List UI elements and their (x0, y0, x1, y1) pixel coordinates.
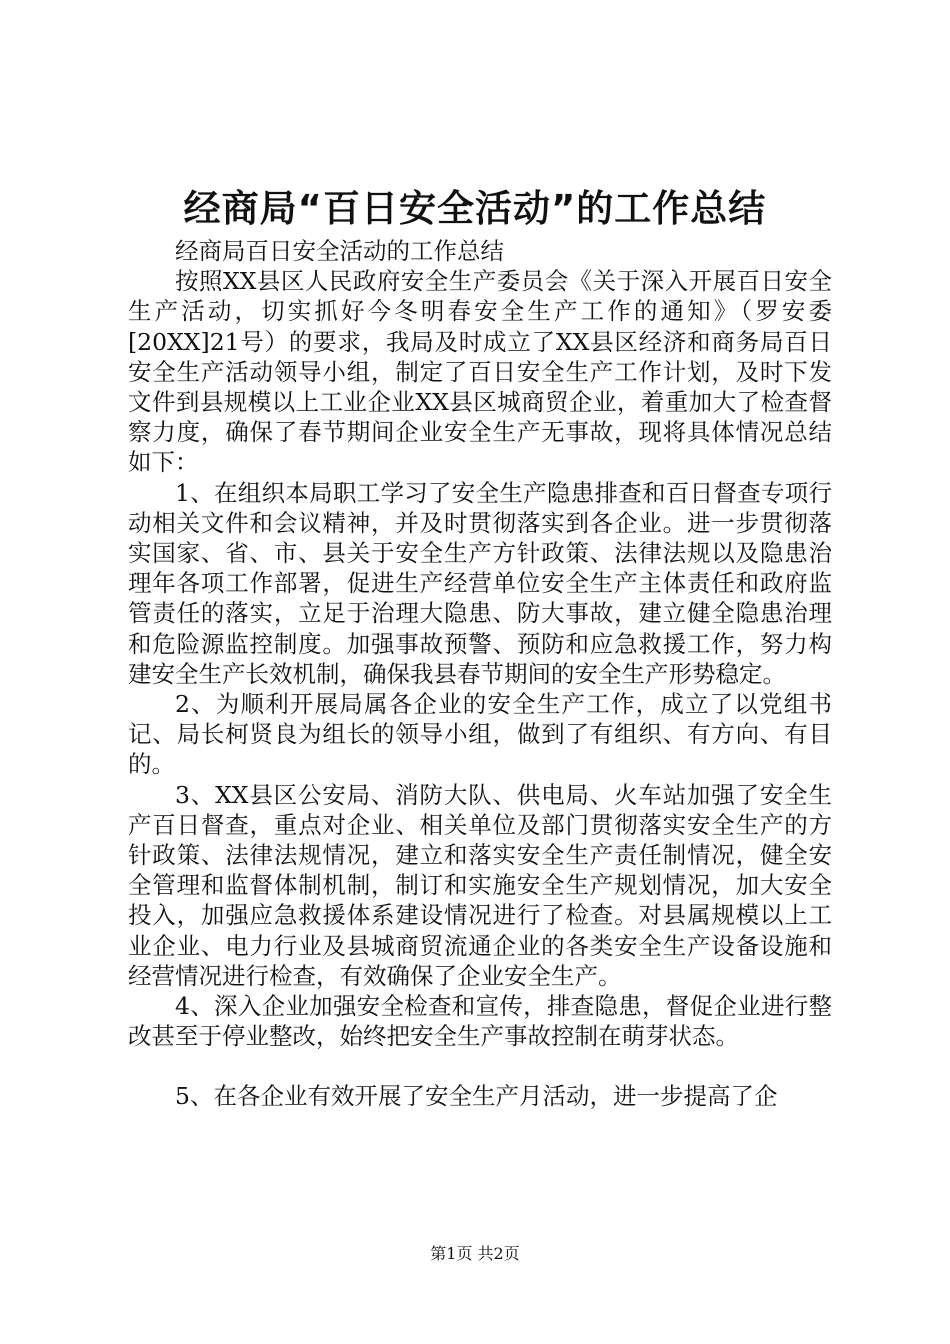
paragraph-item-5: 5、在各企业有效开展了安全生产月活动，进一步提高了企 (175, 1082, 778, 1111)
document-title: 经商局“百日安全活动”的工作总结 (183, 187, 767, 230)
page-number: 第1页 共2页 (430, 1244, 520, 1263)
paragraph-intro: 按照XX县区人民政府安全生产委员会《关于深入开展百日安全生产活动，切实抓好今冬明春安全生产工作的通知》（罗安委[20XX]21号）的要求，我局及时成立了XX县区经济和商务局百日安全生产活动领导小组，制定了百日安全生产工作计划，及时下发文件到县规模以上工业企业XX县区城商贸企业，着重加大了检查督察力度，确保了春节期间企业安全生产无事故，现将具体情况总结如下： (128, 267, 832, 477)
document-body (128, 236, 832, 1112)
paragraph-item-2: 2、为顺利开展局属各企业的安全生产工作，成立了以党组书记、局长柯贤良为组长的领导小组，做到了有组织、有方向、有目的。 (128, 690, 832, 779)
paragraph-item-4: 4、深入企业加强安全检查和宣传，排查隐患，督促企业进行整改甚至于停业整改，始终把安全生产事故控制在萌芽状态。 (128, 992, 832, 1051)
paragraph-subtitle: 经商局百日安全活动的工作总结 (175, 237, 504, 265)
paragraph-item-3: 3、XX县区公安局、消防大队、供电局、火车站加强了安全生产百日督查，重点对企业、相关单位及部门贯彻落实安全生产的方针政策、法律法规情况，建立和落实安全生产责任制情况，健全安全管理和监督体制机制，制订和实施安全生产规划情况，加大安全投入，加强应急救援体系建设情况进行了检查。对县属规模以上工业企业、电力行业及县城商贸流通企业的各类安全生产设备设施和经营情况进行检查，有效确保了企业安全生产。 (128, 780, 832, 990)
paragraph-item-1: 1、在组织本局职工学习了安全生产隐患排查和百日督查专项行动相关文件和会议精神，并及时贯彻落实到各企业。进一步贯彻落实国家、省、市、县关于安全生产方针政策、法律法规以及隐患治理年各项工作部署，促进生产经营单位安全生产主体责任和政府监管责任的落实，立足于治理大隐患、防大事故，建立健全隐患治理和危险源监控制度。加强事故预警、预防和应急救援工作，努力构建安全生产长效机制，确保我县春节期间的安全生产形势稳定。 (128, 478, 832, 688)
